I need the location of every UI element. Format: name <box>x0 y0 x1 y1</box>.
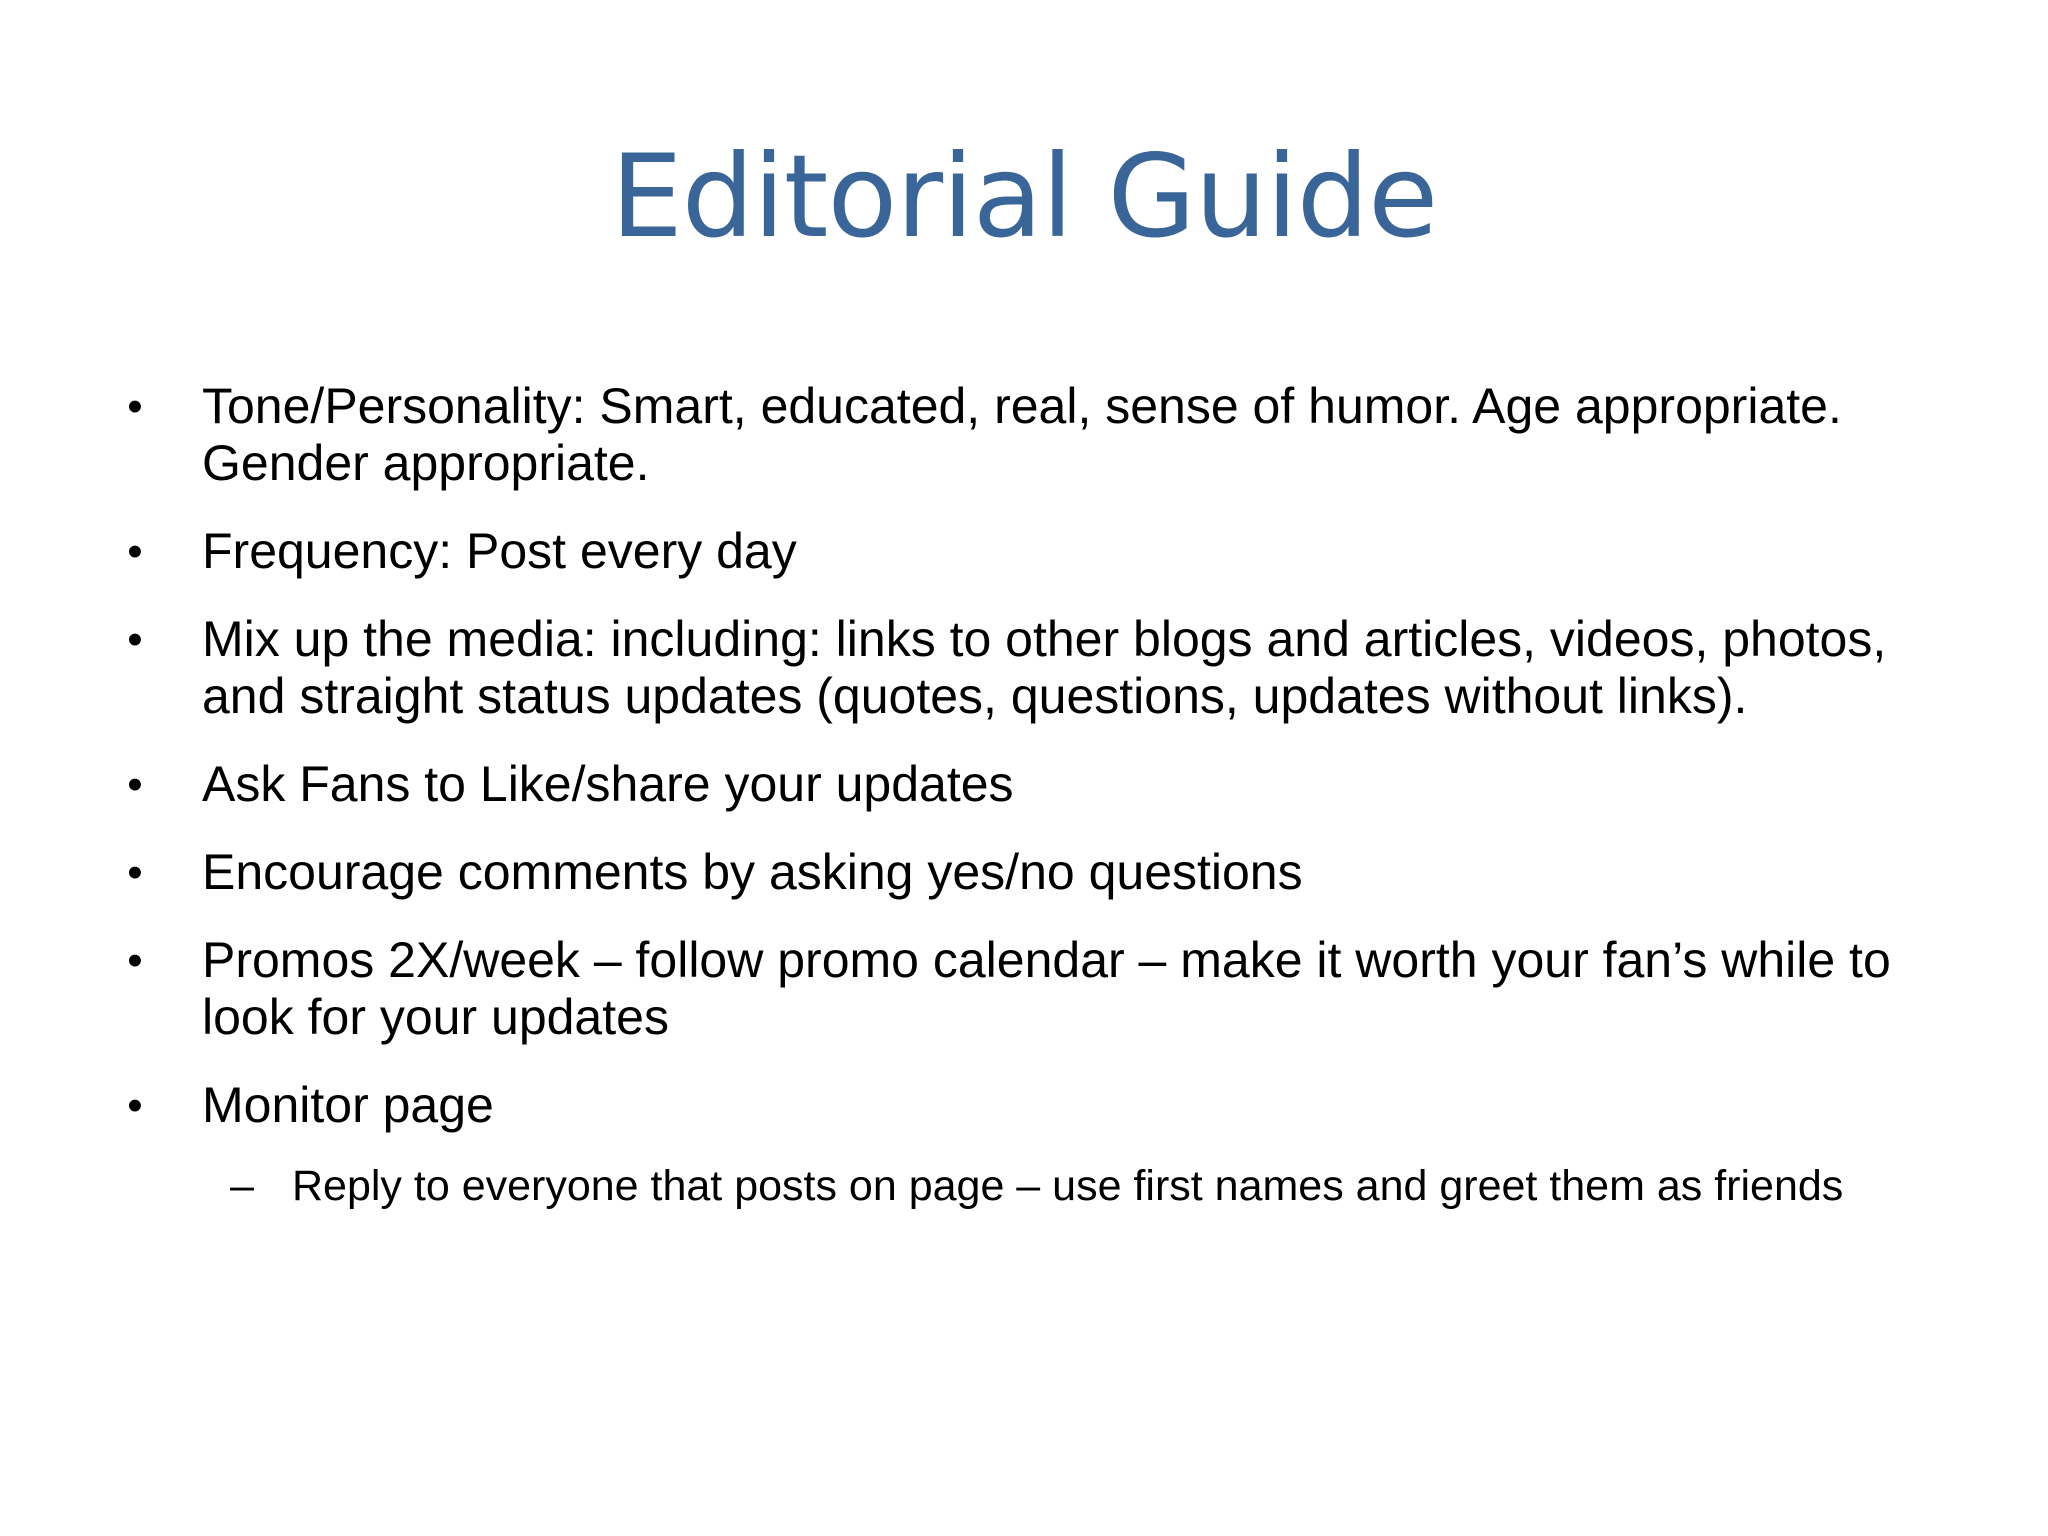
dash-icon: – <box>230 1162 254 1210</box>
sub-bullet-item-reply <box>0 1161 2048 1211</box>
bullet-item-tone <box>0 378 2048 492</box>
bullet-text: Mix up the media: including: links to other blogs and articles, videos, photos, and straight status updates (quotes, questions, updates without links). <box>202 611 1887 724</box>
bullet-item-promos <box>0 932 2048 1046</box>
bullet-text: Tone/Personality: Smart, educated, real, sense of humor. Age appropriate. Gender appropriate. <box>202 378 1842 491</box>
bullet-icon: • <box>127 760 143 809</box>
bullet-icon: • <box>127 382 143 431</box>
bullet-text: Encourage comments by asking yes/no questions <box>202 844 1303 900</box>
slide-title: Editorial Guide <box>610 130 1438 263</box>
bullet-list <box>0 378 2048 1211</box>
bullet-icon: • <box>127 527 143 576</box>
bullet-icon: • <box>127 1081 143 1130</box>
bullet-item-ask-fans <box>0 756 2048 813</box>
bullet-icon: • <box>127 936 143 985</box>
bullet-text: Ask Fans to Like/share your updates <box>202 756 1014 812</box>
bullet-text: Promos 2X/week – follow promo calendar – make it worth your fan’s while to look for your updates <box>202 932 1891 1045</box>
bullet-item-encourage <box>0 844 2048 901</box>
sub-bullet-text: Reply to everyone that posts on page – use first names and greet them as friends <box>292 1162 1844 1210</box>
bullet-icon: • <box>127 615 143 664</box>
bullet-item-frequency <box>0 523 2048 580</box>
bullet-item-monitor <box>0 1077 2048 1134</box>
bullet-item-media <box>0 611 2048 725</box>
bullet-text: Monitor page <box>202 1077 494 1133</box>
bullet-icon: • <box>127 848 143 897</box>
bullet-text: Frequency: Post every day <box>202 523 797 579</box>
